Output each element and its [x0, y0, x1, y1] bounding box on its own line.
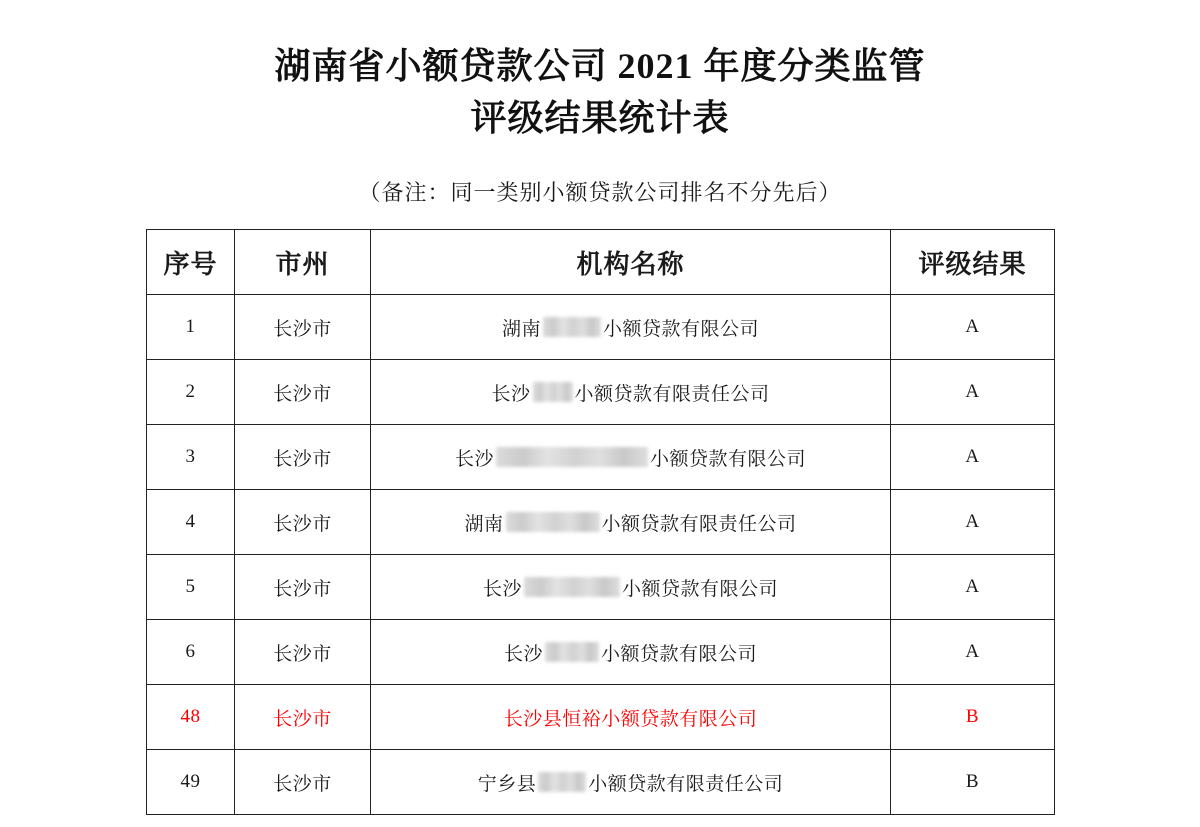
table-row [147, 555, 1055, 620]
cell-city: 长沙市 [235, 425, 371, 490]
rating-results-table [146, 229, 1055, 815]
document-note: （备注：同一类别小额贷款公司排名不分先后） [358, 180, 842, 206]
table-header-row [147, 230, 1055, 295]
institution-name-prefix: 长沙 [503, 643, 543, 665]
institution-name [372, 574, 889, 601]
cell-index: 48 [147, 685, 235, 750]
institution-name-prefix: 长沙县恒裕小额贷款有限公司 [503, 708, 758, 730]
cell-rating-result: A [891, 490, 1055, 555]
cell-index: 2 [147, 360, 235, 425]
table-row [147, 620, 1055, 685]
institution-name-suffix: 小额贷款有限责任公司 [601, 513, 797, 535]
cell-institution [371, 750, 891, 815]
cell-rating-result: A [891, 620, 1055, 685]
cell-rating-result: A [891, 555, 1055, 620]
institution-name-suffix: 小额贷款有限公司 [650, 448, 807, 470]
cell-index: 6 [147, 620, 235, 685]
redacted-block [533, 382, 573, 402]
institution-name-prefix: 湖南 [501, 318, 541, 340]
page-title [146, 0, 1054, 144]
cell-rating-result: A [891, 295, 1055, 360]
institution-name [372, 639, 889, 666]
cell-rating-result: B [891, 750, 1055, 815]
cell-city: 长沙市 [235, 295, 371, 360]
redacted-block [543, 317, 601, 337]
table-header [147, 230, 1055, 295]
institution-name-suffix: 小额贷款有限公司 [601, 643, 758, 665]
institution-name [372, 769, 889, 796]
redacted-block [496, 447, 648, 467]
institution-name [372, 314, 889, 341]
institution-name-suffix: 小额贷款有限责任公司 [574, 383, 770, 405]
cell-index: 3 [147, 425, 235, 490]
cell-rating-result: B [891, 685, 1055, 750]
cell-institution [371, 490, 891, 555]
table-row [147, 490, 1055, 555]
cell-city: 长沙市 [235, 555, 371, 620]
column-header-institution: 机构名称 [371, 230, 891, 295]
redacted-block [524, 577, 620, 597]
redacted-block [538, 772, 586, 792]
cell-city: 长沙市 [235, 490, 371, 555]
redacted-block [506, 512, 600, 532]
institution-name-suffix: 小额贷款有限责任公司 [588, 773, 784, 795]
institution-name-prefix: 湖南 [464, 513, 504, 535]
cell-institution [371, 425, 891, 490]
institution-name [372, 379, 889, 406]
table-row [147, 425, 1055, 490]
cell-index: 4 [147, 490, 235, 555]
cell-city: 长沙市 [235, 685, 371, 750]
institution-name-prefix: 长沙 [482, 578, 522, 600]
column-header-index: 序号 [147, 230, 235, 295]
cell-institution [371, 555, 891, 620]
cell-institution [371, 360, 891, 425]
institution-name-prefix: 长沙 [454, 448, 494, 470]
page-title-line-1: 湖南省小额贷款公司 2021 年度分类监管 [274, 46, 926, 86]
redacted-block [545, 642, 599, 662]
page-title-line-2: 评级结果统计表 [470, 98, 730, 139]
cell-city: 长沙市 [235, 750, 371, 815]
cell-institution [371, 685, 891, 750]
institution-name-prefix: 宁乡县 [477, 773, 537, 795]
cell-city: 长沙市 [235, 620, 371, 685]
cell-rating-result: A [891, 425, 1055, 490]
table-row [147, 360, 1055, 425]
table-row [147, 750, 1055, 815]
institution-name [372, 444, 889, 471]
institution-name-prefix: 长沙 [491, 383, 531, 405]
institution-name-suffix: 小额贷款有限公司 [603, 318, 760, 340]
table-body [147, 295, 1055, 815]
cell-institution [371, 620, 891, 685]
cell-index: 5 [147, 555, 235, 620]
cell-index: 1 [147, 295, 235, 360]
column-header-city: 市州 [235, 230, 371, 295]
table-row [147, 295, 1055, 360]
cell-institution [371, 295, 891, 360]
cell-rating-result: A [891, 360, 1055, 425]
cell-index: 49 [147, 750, 235, 815]
table-row [147, 685, 1055, 750]
column-header-result: 评级结果 [891, 230, 1055, 295]
institution-name-suffix: 小额贷款有限公司 [622, 578, 779, 600]
institution-name [372, 704, 889, 731]
cell-city: 长沙市 [235, 360, 371, 425]
institution-name [372, 509, 889, 536]
